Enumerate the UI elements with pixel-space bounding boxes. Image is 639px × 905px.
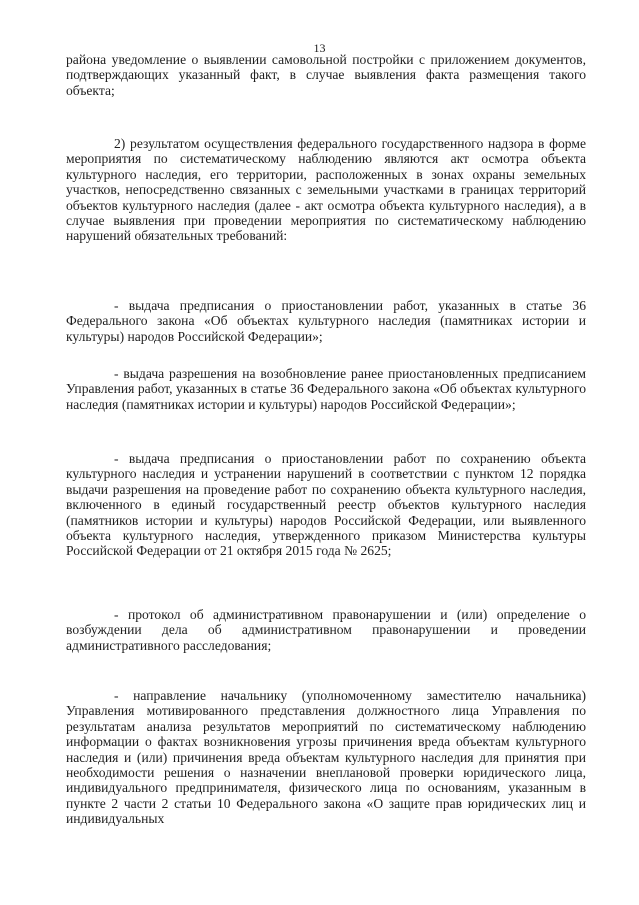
paragraph-4: - выдача разрешения на возобновление ранее приостановленных предписанием Управления работ, указанных в статье 36 Федерального закона «Об объектах культурного наследия (памятниках истории и культуры) народов Российской Федерации»; [66,366,586,412]
paragraph-7: - направление начальнику (уполномоченному заместителю начальника) Управления мотивированного представления должностного лица Управления по результатам анализа результатов мероприятий по систематическому наблюдению информации о фактах возникновения угрозы причинения вреда объектам культурного наследия и (или) причинения вреда объектам культурного наследия для принятия при необходимости решения о назначении внеплановой проверки юридического лица, индивидуального предпринимателя, физического лица по основаниям, указанным в пункте 2 части 2 статьи 10 Федерального закона «О защите прав юридических лиц и индивидуальных [66,688,586,827]
paragraph-6: - протокол об административном правонарушении и (или) определение о возбуждении дела об административном правонарушении и проведении административного расследования; [66,607,586,653]
page-number: 13 [313,41,326,55]
paragraph-2: 2) результатом осуществления федерального государственного надзора в форме мероприятия по систематическому наблюдению являются акт осмотра объекта культурного наследия, его территории, расположенных в зонах охраны земельных участков, непосредственно связанных с земельными участками в границах территорий объектов культурного наследия (далее - акт осмотра объекта культурного наследия), а в случае выявления при проведении мероприятия по систематическому наблюдению нарушений обязательных требований: [66,136,586,244]
paragraph-3: - выдача предписания о приостановлении работ, указанных в статье 36 Федерального закона «Об объектах культурного наследия (памятниках истории и культуры) народов Российской Федерации»; [66,298,586,344]
paragraph-1: района уведомление о выявлении самовольной постройки с приложением документов, подтверждающих указанный факт, в случае выявления факта размещения такого объекта; [66,52,586,98]
paragraph-5: - выдача предписания о приостановлении работ по сохранению объекта культурного наследия и устранении нарушений в соответствии с пунктом 12 порядка выдачи разрешения на проведение работ по сохранению объекта культурного наследия, включенного в единый государственный реестр объектов культурного наследия (памятников истории и культуры) народов Российской Федерации, или выявленного объекта культурного наследия, утвержденного приказом Министерства культуры Российской Федерации от 21 октября 2015 года № 2625; [66,451,586,559]
